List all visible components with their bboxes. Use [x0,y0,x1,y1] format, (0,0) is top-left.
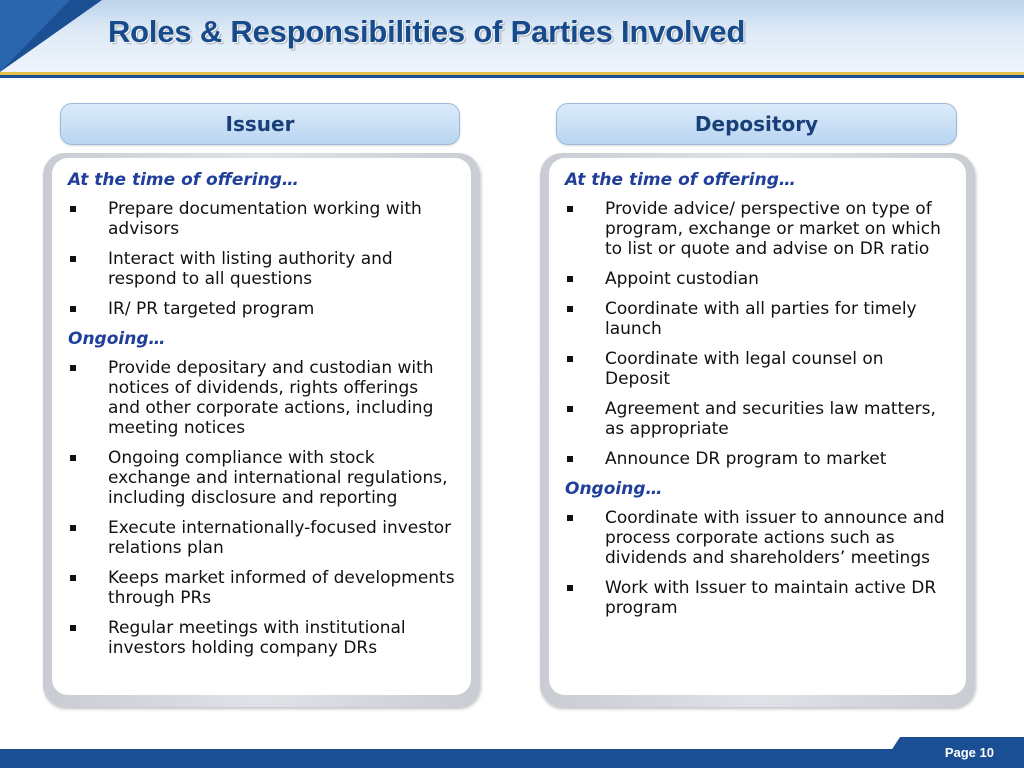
list-item [565,199,950,259]
bullet-icon [567,306,573,312]
bullet-icon [70,256,76,262]
list-item-text: Agreement and securities law matters, as appropriate [605,399,936,439]
list-item [68,448,455,508]
list-item-text: Keeps market informed of developments through PRs [108,568,455,608]
footer-bar [0,749,1024,768]
list-item-text: Ongoing compliance with stock exchange and international regulations, including disclosure and reporting [108,448,448,508]
list-item-text: Interact with listing authority and respond to all questions [108,249,393,289]
list-item-text: Announce DR program to market [605,449,887,469]
list-item-text: Work with Issuer to maintain active DR program [605,578,937,618]
bullet-icon [70,206,76,212]
list-item [565,399,950,439]
list-item [68,199,455,239]
page-title: Roles & Responsibilities of Parties Involved [108,14,746,49]
list-item-text: Coordinate with legal counsel on Deposit [605,349,884,389]
list-item [565,299,950,339]
list-item [68,618,455,658]
list-item-text: Execute internationally-focused investor relations plan [108,518,452,558]
bullet-icon [567,356,573,362]
list-item [68,249,455,289]
issuer-column-header: Issuer [60,103,460,145]
issuer-panel [43,153,480,707]
depository-offering-heading: At the time of offering… [565,170,796,190]
bullet-icon [70,575,76,581]
list-item-text: Provide advice/ perspective on type of program, exchange or market on which to list or quote and advise on DR ratio [605,199,941,259]
issuer-panel-body [52,158,471,695]
list-item-text: Coordinate with issuer to announce and process corporate actions such as dividends and shareholders’ meetings [605,508,945,568]
list-item [68,299,455,319]
list-item-text: Provide depositary and custodian with notices of dividends, rights offerings and other corporate actions, including meeting notices [108,358,434,438]
list-item [565,349,950,389]
depository-offering-list [565,199,950,469]
bullet-icon [567,585,573,591]
list-item [68,518,455,558]
list-item-text: IR/ PR targeted program [108,299,315,319]
bullet-icon [70,365,76,371]
list-item-text: Appoint custodian [605,269,759,289]
bullet-icon [567,406,573,412]
list-item-text: Coordinate with all parties for timely launch [605,299,917,339]
bullet-icon [567,206,573,212]
list-item [68,568,455,608]
page-number: Page 10 [944,745,994,760]
depository-ongoing-list [565,508,950,618]
banner-accent-light [0,0,70,72]
depository-panel-body [549,158,966,695]
list-item [68,358,455,438]
list-item [565,269,950,289]
list-item-text: Regular meetings with institutional investors holding company DRs [108,618,406,658]
bullet-icon [567,276,573,282]
list-item [565,449,950,469]
issuer-ongoing-list [68,358,455,658]
issuer-ongoing-heading: Ongoing… [68,329,166,349]
depository-ongoing-heading: Ongoing… [565,479,663,499]
bullet-icon [70,455,76,461]
bullet-icon [70,625,76,631]
list-item [565,578,950,618]
bullet-icon [567,456,573,462]
bullet-icon [567,515,573,521]
issuer-offering-heading: At the time of offering… [68,170,299,190]
bullet-icon [70,306,76,312]
depository-panel [540,153,975,707]
bullet-icon [70,525,76,531]
list-item [565,508,950,568]
list-item-text: Prepare documentation working with advisors [108,199,422,239]
banner-rule-blue [0,75,1024,78]
issuer-offering-list [68,199,455,319]
depository-column-header: Depository [556,103,957,145]
